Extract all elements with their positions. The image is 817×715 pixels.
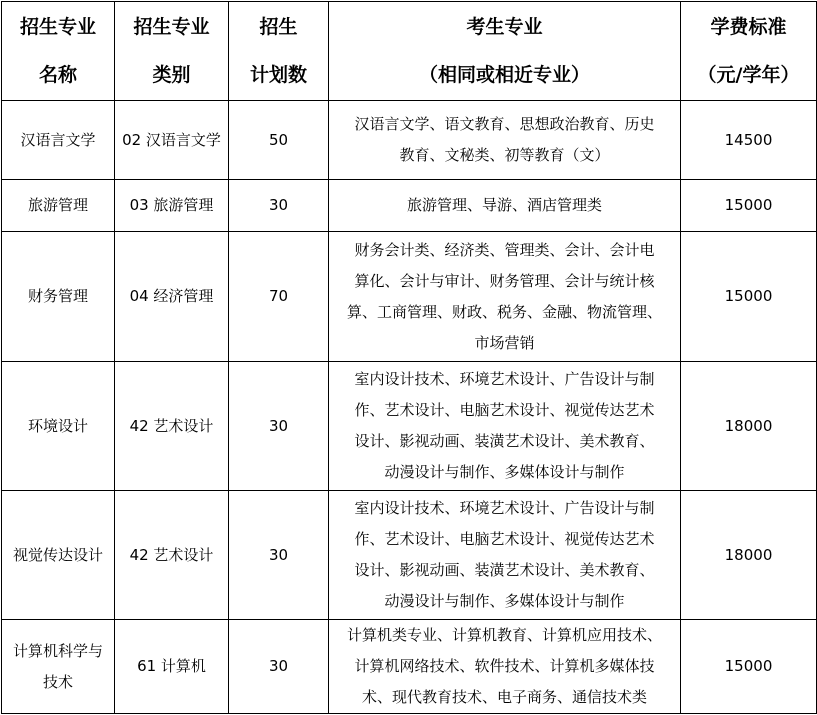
table-row <box>2 232 817 362</box>
eligible-majors-line: 作、艺术设计、电脑艺术设计、视觉传达艺术 <box>354 530 655 548</box>
eligible-majors-cell <box>329 180 681 232</box>
header-row <box>2 2 817 101</box>
category-cell: 42 艺术设计 <box>115 491 229 620</box>
eligible-majors-line: 设计、影视动画、装潢艺术设计、美术教育、 <box>354 432 655 450</box>
header-text: 招生专业 <box>133 16 210 38</box>
header-text: 类别 <box>152 64 191 86</box>
tuition-fee-cell: 15000 <box>681 180 817 232</box>
eligible-majors-line: 动漫设计与制作、多媒体设计与制作 <box>384 463 625 481</box>
eligible-majors-cell <box>329 362 681 491</box>
eligible-majors-line: 计算机网络技术、软件技术、计算机多媒体技 <box>354 657 655 675</box>
plan-count-cell: 50 <box>229 101 329 180</box>
table-row <box>2 620 817 714</box>
header-text: 招生 <box>259 16 298 38</box>
eligible-majors-cell <box>329 232 681 362</box>
tuition-fee-cell: 15000 <box>681 620 817 714</box>
header-text: （相同或相近专业） <box>418 64 590 86</box>
eligible-majors-line: 算、工商管理、财政、税务、金融、物流管理、 <box>346 302 662 321</box>
category-cell: 02 汉语言文学 <box>115 101 229 180</box>
eligible-majors-line: 作、艺术设计、电脑艺术设计、视觉传达艺术 <box>354 401 655 419</box>
major-name-cell: 视觉传达设计 <box>2 491 115 620</box>
eligible-majors-line: 室内设计技术、环境艺术设计、广告设计与制 <box>354 499 655 517</box>
eligible-majors-cell <box>329 491 681 620</box>
major-name-cell: 汉语言文学 <box>2 101 115 180</box>
eligible-majors-cell <box>329 620 681 714</box>
eligible-majors-line: 算化、会计与审计、财务管理、会计与统计核 <box>354 271 655 290</box>
table-row <box>2 362 817 491</box>
header-cell-name <box>2 2 115 101</box>
major-name-cell: 旅游管理 <box>2 180 115 232</box>
plan-count-cell: 30 <box>229 362 329 491</box>
category-cell: 04 经济管理 <box>115 232 229 362</box>
tuition-fee-cell: 14500 <box>681 101 817 180</box>
header-cell-category <box>115 2 229 101</box>
eligible-majors-cell <box>329 101 681 180</box>
plan-count-cell: 70 <box>229 232 329 362</box>
enrollment-table <box>1 1 817 714</box>
header-text: 考生专业 <box>466 16 543 38</box>
eligible-majors-line: 财务会计类、经济类、管理类、会计、会计电 <box>354 240 655 259</box>
eligible-majors-line: 计算机类专业、计算机教育、计算机应用技术、 <box>346 626 662 644</box>
header-cell-plan <box>229 2 329 101</box>
category-cell: 42 艺术设计 <box>115 362 229 491</box>
table-row <box>2 491 817 620</box>
header-text: 学费标准 <box>710 16 787 38</box>
eligible-majors-line: 旅游管理、导游、酒店管理类 <box>406 196 602 214</box>
header-cell-majors <box>329 2 681 101</box>
eligible-majors-line: 设计、影视动画、装潢艺术设计、美术教育、 <box>354 561 655 579</box>
header-text: 计划数 <box>249 64 307 86</box>
major-name-cell: 计算机科学与技术 <box>2 620 115 714</box>
major-name-cell: 财务管理 <box>2 232 115 362</box>
plan-count-cell: 30 <box>229 620 329 714</box>
tuition-fee-cell: 18000 <box>681 491 817 620</box>
tuition-fee-cell: 15000 <box>681 232 817 362</box>
eligible-majors-line: 动漫设计与制作、多媒体设计与制作 <box>384 592 625 610</box>
header-cell-fee <box>681 2 817 101</box>
major-name-cell: 环境设计 <box>2 362 115 491</box>
plan-count-cell: 30 <box>229 491 329 620</box>
table-row <box>2 101 817 180</box>
header-text: （元/学年） <box>697 64 800 86</box>
tuition-fee-cell: 18000 <box>681 362 817 491</box>
eligible-majors-line: 教育、文秘类、初等教育（文） <box>399 146 610 164</box>
header-text: 名称 <box>38 64 77 86</box>
eligible-majors-line: 市场营销 <box>474 333 535 352</box>
plan-count-cell: 30 <box>229 180 329 232</box>
header-text: 招生专业 <box>19 16 96 38</box>
category-cell: 61 计算机 <box>115 620 229 714</box>
eligible-majors-line: 室内设计技术、环境艺术设计、广告设计与制 <box>354 370 655 388</box>
category-cell: 03 旅游管理 <box>115 180 229 232</box>
eligible-majors-line: 术、现代教育技术、电子商务、通信技术类 <box>361 688 647 706</box>
eligible-majors-line: 汉语言文学、语文教育、思想政治教育、历史 <box>354 115 655 133</box>
table-row <box>2 180 817 232</box>
